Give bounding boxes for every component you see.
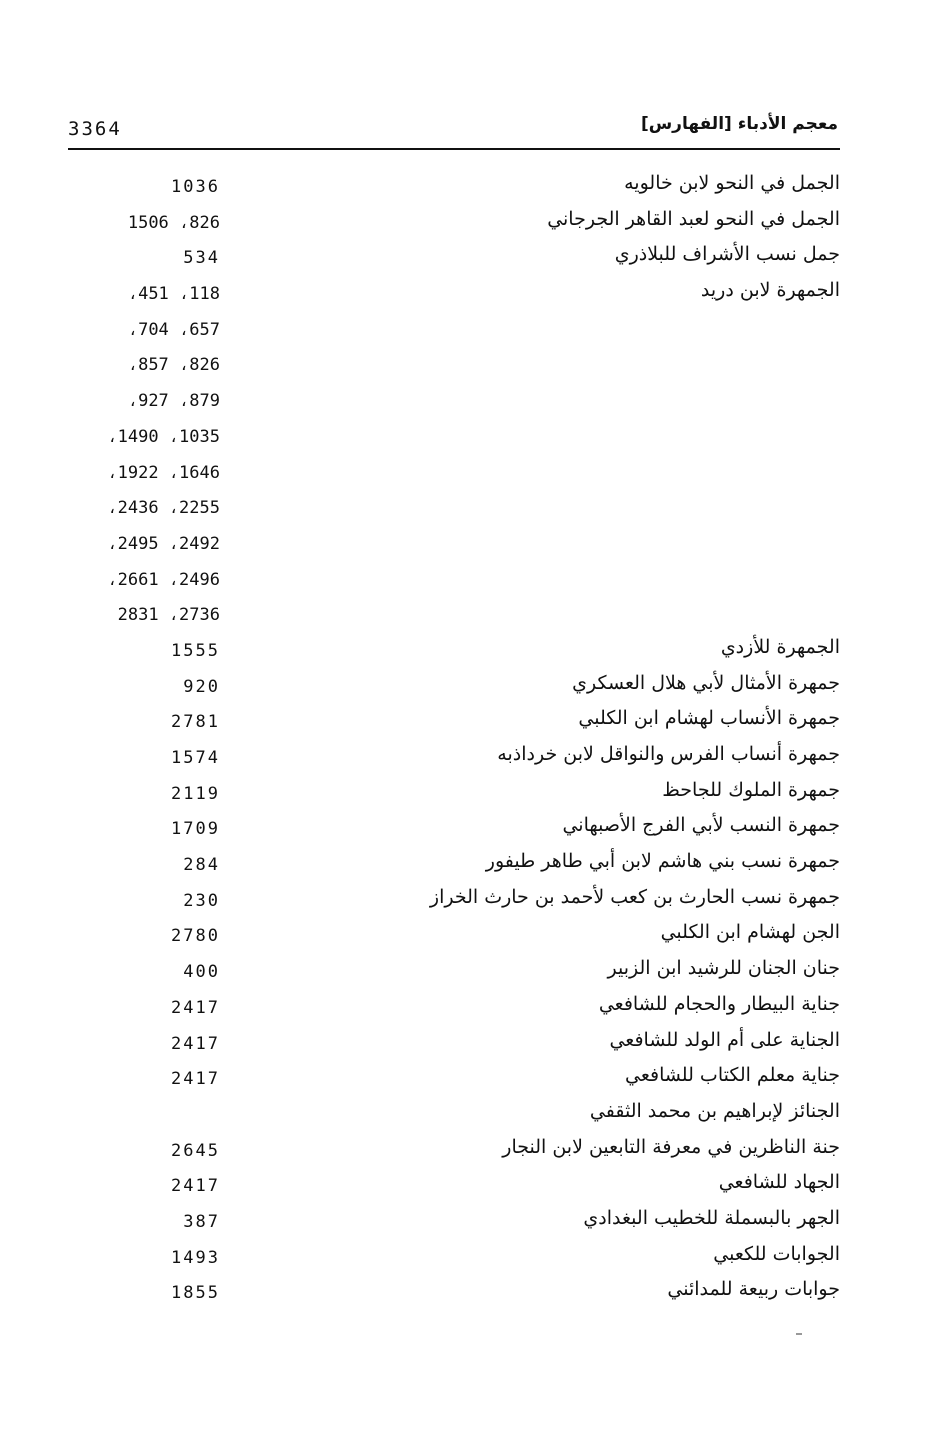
entry-title: الجمل في النحو لابن خالويه: [624, 172, 840, 194]
index-entry-row: [0, 634, 932, 670]
index-entry-row: [0, 1205, 932, 1241]
entry-title: جمهرة الأنساب لهشام ابن الكلبي: [578, 707, 840, 730]
entry-title: الجوابات للكعبي: [713, 1242, 840, 1265]
index-entry-row: [0, 848, 932, 884]
entry-page-numbers: 118، 451،: [127, 284, 220, 305]
index-entry-row: [0, 991, 932, 1027]
entry-title: جنان الجنان للرشيد ابن الزبير: [607, 957, 840, 980]
entry-title: الجنائز لإبراهيم بن محمد الثقفي: [589, 1099, 840, 1122]
entry-title: الجهر بالبسملة للخطيب البغدادي: [583, 1206, 840, 1229]
entry-title: جوابات ربيعة للمدائني: [667, 1278, 840, 1301]
entry-title: جنة الناظرين في معرفة التابعين لابن النجار: [502, 1135, 840, 1158]
entry-page-numbers: 826، 857،: [127, 355, 220, 376]
entry-page-numbers: 2255، 2436،: [107, 498, 220, 519]
entry-title: الجهاد للشافعي: [718, 1171, 840, 1194]
index-entry-row: [0, 1276, 932, 1312]
entry-page-numbers: 1709: [171, 819, 220, 840]
index-entry-row: [0, 741, 932, 777]
entry-page-numbers: 920: [183, 676, 220, 697]
entry-page-numbers: 1646، 1922،: [107, 462, 220, 483]
entry-title: جناية البيطار والحجام للشافعي: [598, 992, 840, 1015]
index-entry-row: [0, 206, 932, 242]
entry-title: جناية معلم الكتاب للشافعي: [624, 1064, 840, 1087]
entry-page-numbers: 826، 1506: [127, 212, 220, 233]
index-entry-row: [0, 527, 932, 563]
entry-title: جمهرة نسب بني هاشم لابن أبي طاهر طيفور: [485, 850, 840, 873]
index-entry-row: [0, 1134, 932, 1170]
index-entry-row: [0, 313, 932, 349]
entry-page-numbers: 2417: [171, 1176, 220, 1197]
index-entry-row: [0, 812, 932, 848]
entry-title: جمل نسب الأشراف للبلاذري: [614, 243, 840, 266]
index-entry-row: [0, 348, 932, 384]
entry-page-numbers: 1493: [171, 1247, 220, 1268]
index-entries: [0, 170, 932, 1312]
index-entry-row: [0, 1169, 932, 1205]
index-entry-row: [0, 277, 932, 313]
entry-title: الجن لهشام ابن الكلبي: [660, 921, 840, 944]
entry-page-numbers: 1035، 1490،: [107, 426, 220, 447]
entry-title: الجمل في النحو لعبد القاهر الجرجاني: [547, 207, 840, 230]
entry-page-numbers: 1855: [171, 1283, 220, 1304]
entry-title: جمهرة النسب لأبي الفرج الأصبهاني: [562, 814, 840, 837]
index-entry-row: [0, 670, 932, 706]
entry-title: الجمهرة لابن دريد: [700, 279, 840, 302]
entry-title: جمهرة أنساب الفرس والنواقل لابن خرداذبه: [497, 743, 840, 765]
index-entry-row: [0, 777, 932, 813]
entry-page-numbers: 387: [183, 1211, 220, 1232]
entry-page-numbers: 1555: [171, 640, 220, 661]
index-entry-row: [0, 456, 932, 492]
entry-page-numbers: 400: [183, 962, 220, 983]
index-entry-row: [0, 705, 932, 741]
entry-page-numbers: 230: [183, 890, 220, 911]
entry-page-numbers: 2496، 2661،: [107, 569, 220, 590]
entry-page-numbers: 1036: [171, 177, 220, 197]
index-entry-row: [0, 241, 932, 277]
index-entry-row: [0, 955, 932, 991]
entry-page-numbers: 1574: [171, 748, 220, 768]
stray-mark: [796, 1333, 802, 1335]
index-entry-row: [0, 1062, 932, 1098]
index-entry-row: [0, 563, 932, 599]
index-entry-row: [0, 1098, 932, 1134]
index-entry-row: [0, 1027, 932, 1063]
entry-title: الجناية على أم الولد للشافعي: [609, 1028, 840, 1051]
index-entry-row: [0, 384, 932, 420]
entry-page-numbers: 2119: [171, 783, 220, 804]
index-entry-row: [0, 420, 932, 456]
index-entry-row: [0, 919, 932, 955]
entry-page-numbers: 2492، 2495،: [107, 533, 220, 554]
entry-title: جمهرة نسب الحارث بن كعب لأحمد بن حارث الخراز: [429, 885, 840, 908]
entry-page-numbers: 2417: [171, 1033, 220, 1054]
index-entry-row: [0, 491, 932, 527]
entry-title: جمهرة الأمثال لأبي هلال العسكري: [572, 671, 840, 694]
entry-page-numbers: 534: [183, 248, 220, 269]
entry-page-numbers: 2780: [171, 926, 220, 947]
page-number: 3364: [68, 118, 122, 140]
entry-page-numbers: 2781: [171, 712, 220, 733]
entry-title: جمهرة الملوك للجاحظ: [662, 778, 840, 801]
entry-page-numbers: 657، 704،: [127, 319, 220, 340]
index-entry-row: [0, 170, 932, 206]
entry-page-numbers: 284: [183, 855, 220, 876]
entry-page-numbers: 879، 927،: [127, 391, 220, 412]
index-entry-row: [0, 598, 932, 634]
entry-page-numbers: 2417: [171, 997, 220, 1018]
page-header: [68, 112, 840, 150]
entry-page-numbers: 2736، 2831: [117, 605, 220, 626]
index-entry-row: [0, 1241, 932, 1277]
entry-title: الجمهرة للأزدي: [720, 635, 840, 658]
running-title: معجم الأدباء [الفهارس]: [640, 114, 838, 134]
entry-page-numbers: 2417: [171, 1069, 220, 1090]
entry-page-numbers: 2645: [171, 1140, 220, 1161]
index-entry-row: [0, 884, 932, 920]
